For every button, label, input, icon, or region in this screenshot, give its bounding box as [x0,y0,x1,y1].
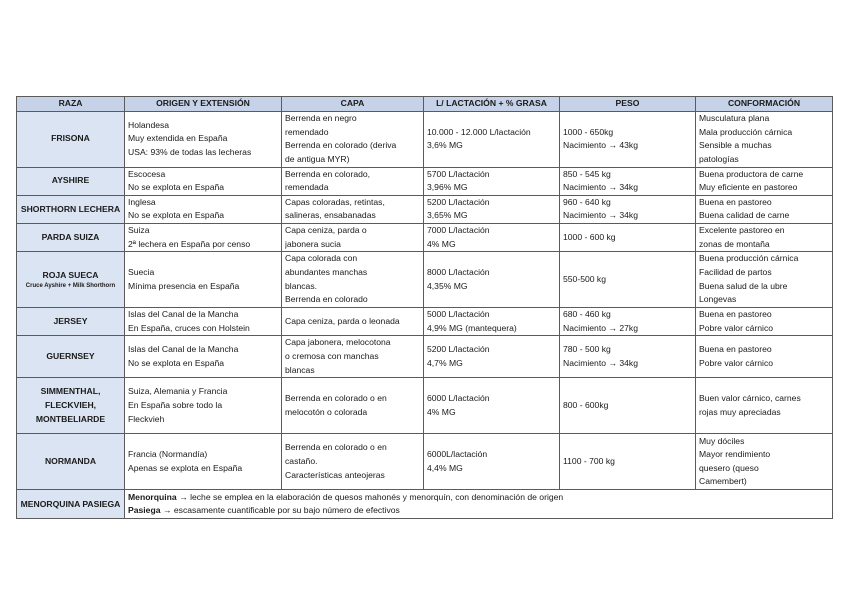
lactacion-cell [424,195,560,223]
lactacion-cell [424,336,560,378]
raza-cell [17,378,125,434]
conformacion-line: quesero (queso [699,462,759,473]
origen-cell [125,308,282,336]
peso-line: Nacimiento → 34kg [563,182,638,193]
lactacion-cell [424,308,560,336]
peso-line: 800 - 600kg [563,400,609,411]
table-row [17,167,833,195]
conformacion-line: Excelente pastoreo en [699,224,785,235]
raza-name: PARDA SUIZA [41,231,100,242]
raza-subtitle: Cruce Ayshire + Milk Shorthorn [25,283,116,290]
peso-cell [560,252,696,308]
capa-line: Berrenda en negro [285,112,357,123]
conformacion-line: Buena productora de carne [699,168,804,179]
conformacion-line: Buena en pastoreo [699,344,772,355]
table-row [17,223,833,251]
table-row [17,195,833,223]
capa-line: Capa ceniza, parda o [285,224,367,235]
capa-cell [282,111,424,167]
header-row [17,97,833,112]
lactacion-cell [424,111,560,167]
header-conformacion: CONFORMACIÓN [696,97,833,112]
capa-line: jabonera sucia [285,238,341,249]
header-raza: RAZA [17,97,125,112]
raza-cell [17,336,125,378]
lactacion-line: 10.000 - 12.000 L/lactación [427,126,531,137]
lactacion-line: 7000 L/lactación [427,224,490,235]
lactacion-line: 3,6% MG [427,140,463,151]
conformacion-line: Buena en pastoreo [699,196,772,207]
capa-line: Capa jabonera, melocotona [285,337,391,348]
raza-name: SIMMENTHAL, FLECKVIEH, MONTBELIARDE [35,386,106,424]
origen-line: Escocesa [128,168,166,179]
table-row [17,336,833,378]
header-lactacion: L/ LACTACIÓN + % GRASA [424,97,560,112]
origen-cell [125,434,282,490]
raza-name: JERSEY [53,315,88,326]
notes-cell [125,490,833,519]
lactacion-line: 4,35% MG [427,280,468,291]
header-origen: ORIGEN Y EXTENSIÓN [125,97,282,112]
conformacion-cell [696,167,833,195]
origen-line: Francia (Normandía) [128,449,208,460]
capa-line: blancas [285,364,315,375]
conformacion-line: Muy dóciles [699,435,745,446]
raza-cell [17,252,125,308]
capa-line: blancas. [285,280,318,291]
origen-line: No se explota en España [128,357,225,368]
raza-name: NORMANDA [44,456,97,467]
capa-cell [282,336,424,378]
table-row [17,434,833,490]
raza-cell: MENORQUINA PASIEGA [17,490,125,519]
capa-line: Berrenda en colorado, [285,168,371,179]
peso-cell [560,308,696,336]
origen-cell [125,223,282,251]
raza-name: AYSHIRE [51,175,90,186]
conformacion-cell [696,308,833,336]
lactacion-line: 3,96% MG [427,182,468,193]
peso-line: Nacimiento → 43kg [563,140,638,151]
capa-cell [282,308,424,336]
lactacion-cell [424,223,560,251]
header-peso: PESO [560,97,696,112]
lactacion-line: 5700 L/lactación [427,168,490,179]
table-row [17,308,833,336]
origen-line: No se explota en España [128,182,225,193]
lactacion-line: 5200 L/lactación [427,196,490,207]
capa-line: Berrenda en colorado [285,294,368,305]
capa-line: o cremosa con manchas [285,351,379,362]
capa-line: remendado [285,126,329,137]
capa-cell [282,378,424,434]
capa-cell [282,195,424,223]
origen-cell [125,252,282,308]
lactacion-line: 3,65% MG [427,210,468,221]
peso-cell [560,434,696,490]
conformacion-line: Musculatura plana [699,112,770,123]
conformacion-line: Camembert) [699,476,747,487]
origen-line: Suecia [128,267,155,278]
origen-line: Apenas se explota en España [128,462,243,473]
lactacion-line: 4,4% MG [427,462,463,473]
capa-line: Características anteojeras [285,469,385,480]
capa-line: melocotón o colorada [285,406,368,417]
conformacion-line: Buena en pastoreo [699,309,772,320]
origen-line: Muy extendida en España [128,133,228,144]
origen-line: Inglesa [128,196,156,207]
origen-line: Holandesa [128,119,170,130]
origen-line: 2ª lechera en España por censo [128,238,251,249]
conformacion-line: Mala producción cárnica [699,126,793,137]
peso-cell [560,336,696,378]
capa-line: Berrenda en colorado o en [285,393,387,404]
peso-line: 1000 - 650kg [563,126,614,137]
lactacion-cell [424,378,560,434]
table-row [17,252,833,308]
origen-cell [125,336,282,378]
conformacion-cell [696,223,833,251]
origen-cell [125,167,282,195]
conformacion-line: Pobre valor cárnico [699,322,774,333]
conformacion-line: patologías [699,153,739,164]
origen-cell [125,378,282,434]
capa-cell [282,434,424,490]
conformacion-cell [696,195,833,223]
peso-line: Nacimiento → 34kg [563,210,638,221]
origen-line: Suiza, Alemania y Francia [128,386,228,397]
capa-cell [282,252,424,308]
peso-line: 960 - 640 kg [563,196,611,207]
capa-line: castaño. [285,456,318,467]
raza-cell [17,308,125,336]
raza-name: GUERNSEY [46,351,95,362]
conformacion-line: Pobre valor cárnico [699,357,774,368]
origen-cell [125,195,282,223]
peso-cell [560,167,696,195]
capa-line: salineras, ensabanadas [285,210,376,221]
capa-line: Capa colorada con [285,253,358,264]
peso-cell [560,378,696,434]
note-pasiega: Pasiega → escasamente cuantificable por su bajo número de efectivos [128,505,400,516]
conformacion-cell [696,378,833,434]
capa-line: de antigua MYR) [285,153,350,164]
conformacion-cell [696,111,833,167]
capa-line: Berrenda en colorado o en [285,442,387,453]
table-row-menorquina-pasiega [17,490,833,519]
peso-cell [560,111,696,167]
table-row [17,111,833,167]
peso-cell [560,195,696,223]
conformacion-line: Mayor rendimiento [699,449,771,460]
raza-cell [17,223,125,251]
capa-cell [282,167,424,195]
origen-line: Mínima presencia en España [128,280,240,291]
lactacion-line: 5000 L/lactación [427,309,490,320]
conformacion-line: Buena salud de la ubre [699,280,788,291]
lactacion-line: 4,7% MG [427,357,463,368]
conformacion-line: Buen valor cárnico, carnes [699,393,801,404]
conformacion-line: Longevas [699,294,737,305]
capa-line: abundantes manchas [285,267,368,278]
lactacion-line: 4,9% MG (mantequera) [427,322,517,333]
lactacion-cell [424,434,560,490]
origen-line: En España, cruces con Holstein [128,322,250,333]
peso-line: 550-500 kg [563,273,607,284]
lactacion-line: 4% MG [427,238,456,249]
raza-name: FRISONA [51,133,90,144]
peso-cell [560,223,696,251]
conformacion-line: Sensible a muchas [699,140,772,151]
peso-line: 680 - 460 kg [563,309,611,320]
capa-line: Berrenda en colorado (deriva [285,140,397,151]
conformacion-line: Buena calidad de carne [699,210,790,221]
peso-line: 780 - 500 kg [563,344,611,355]
raza-cell [17,167,125,195]
peso-line: 1100 - 700 kg [563,456,615,467]
origen-line: No se explota en España [128,210,225,221]
conformacion-line: Facilidad de partos [699,267,772,278]
lactacion-cell [424,252,560,308]
lactacion-line: 4% MG [427,406,456,417]
origen-line: Fleckvieh [128,413,165,424]
origen-line: USA: 93% de todas las lecheras [128,146,252,157]
origen-line: Suiza [128,224,150,235]
peso-line: 850 - 545 kg [563,168,611,179]
table-row [17,378,833,434]
lactacion-cell [424,167,560,195]
peso-line: 1000 - 600 kg [563,231,616,242]
raza-cell [17,111,125,167]
conformacion-line: Buena producción cárnica [699,253,799,264]
raza-name: ROJA SUECA [42,269,99,280]
peso-line: Nacimiento → 34kg [563,357,638,368]
conformacion-cell [696,252,833,308]
breeds-table [16,96,833,519]
raza-cell [17,195,125,223]
lactacion-line: 5200 L/lactación [427,344,490,355]
conformacion-line: rojas muy apreciadas [699,406,781,417]
lactacion-line: 6000 L/lactación [427,393,490,404]
lactacion-line: 6000L/lactación [427,449,488,460]
conformacion-line: Muy eficiente en pastoreo [699,182,798,193]
origen-line: Islas del Canal de la Mancha [128,344,239,355]
header-capa: CAPA [282,97,424,112]
lactacion-line: 8000 L/lactación [427,267,490,278]
raza-name: SHORTHORN LECHERA [20,203,121,214]
note-menorquina: Menorquina → leche se emplea en la elaboración de quesos mahonés y menorquín, con denominación de origen [128,491,564,502]
origen-line: Islas del Canal de la Mancha [128,309,239,320]
peso-line: Nacimiento → 27kg [563,322,638,333]
origen-line: En España sobre todo la [128,400,223,411]
conformacion-line: zonas de montaña [699,238,770,249]
capa-cell [282,223,424,251]
capa-line: remendada [285,182,329,193]
raza-cell [17,434,125,490]
conformacion-cell [696,434,833,490]
conformacion-cell [696,336,833,378]
capa-line: Capas coloradas, retintas, [285,196,385,207]
origen-cell [125,111,282,167]
capa-line: Capa ceniza, parda o leonada [285,315,400,326]
